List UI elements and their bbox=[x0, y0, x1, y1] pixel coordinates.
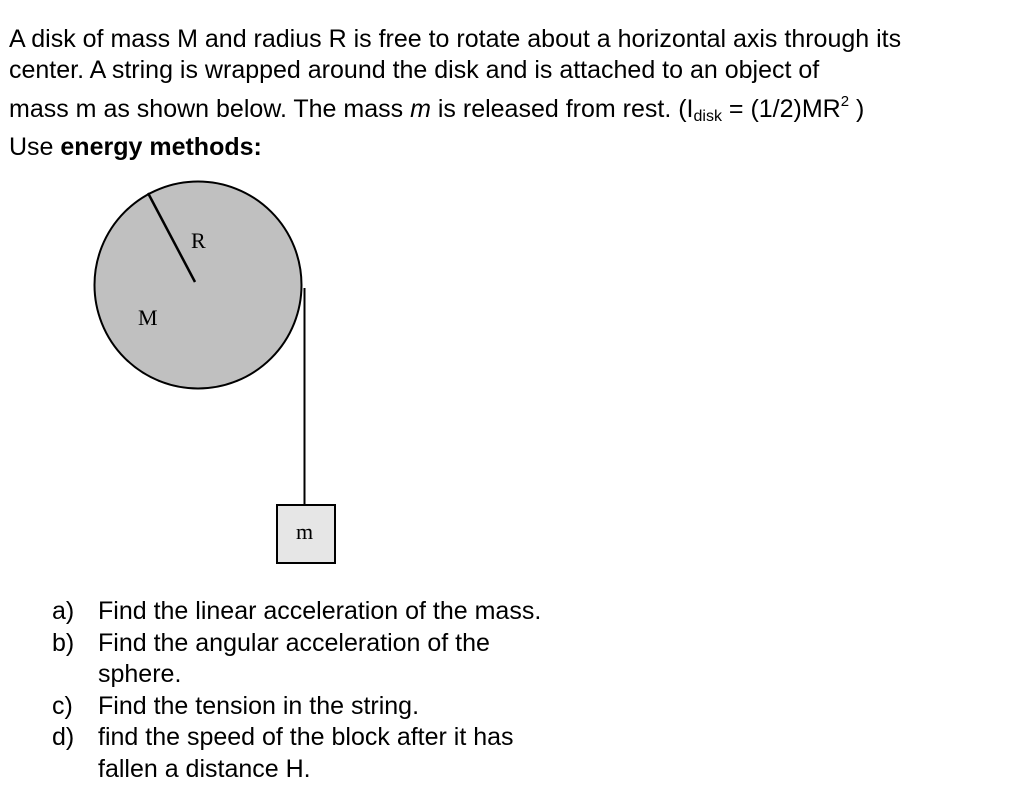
inertia-exponent: 2 bbox=[840, 93, 850, 110]
disk-mass-label: M bbox=[138, 305, 158, 330]
question-c-text: Find the tension in the string. bbox=[98, 691, 420, 720]
problem-line-2: center. A string is wrapped around the disk and is attached to an object of bbox=[9, 56, 820, 84]
question-a-marker: a) bbox=[52, 597, 75, 625]
question-d bbox=[52, 722, 568, 785]
instruction-prefix: Use bbox=[9, 133, 61, 161]
instruction-method: energy methods: bbox=[60, 133, 262, 161]
question-list bbox=[52, 596, 568, 785]
mass-variable: m bbox=[410, 95, 431, 123]
question-b-marker: b) bbox=[52, 628, 75, 657]
disk bbox=[95, 182, 302, 389]
block-mass-label: m bbox=[296, 519, 314, 544]
question-c bbox=[52, 691, 568, 723]
question-a bbox=[52, 596, 568, 628]
problem-line-3-end: ) bbox=[849, 95, 865, 123]
question-b bbox=[52, 628, 568, 691]
question-b-text: Find the angular acceleration of the sphere. bbox=[98, 628, 490, 688]
inertia-subscript: disk bbox=[693, 108, 722, 125]
question-d-marker: d) bbox=[52, 723, 75, 751]
question-a-text: Find the linear acceleration of the mass. bbox=[98, 597, 542, 625]
inertia-equation: = (1/2)MR bbox=[721, 95, 841, 123]
question-d-text: find the speed of the block after it has fallen a distance H. bbox=[98, 723, 514, 783]
problem-line-3-middle: is released from rest. (I bbox=[430, 95, 694, 123]
radius-label: R bbox=[191, 228, 206, 253]
problem-line-3-start: mass m as shown below. The mass bbox=[9, 95, 411, 123]
problem-line-1: A disk of mass M and radius R is free to rotate about a horizontal axis through its bbox=[9, 25, 902, 53]
question-c-marker: c) bbox=[52, 691, 73, 720]
